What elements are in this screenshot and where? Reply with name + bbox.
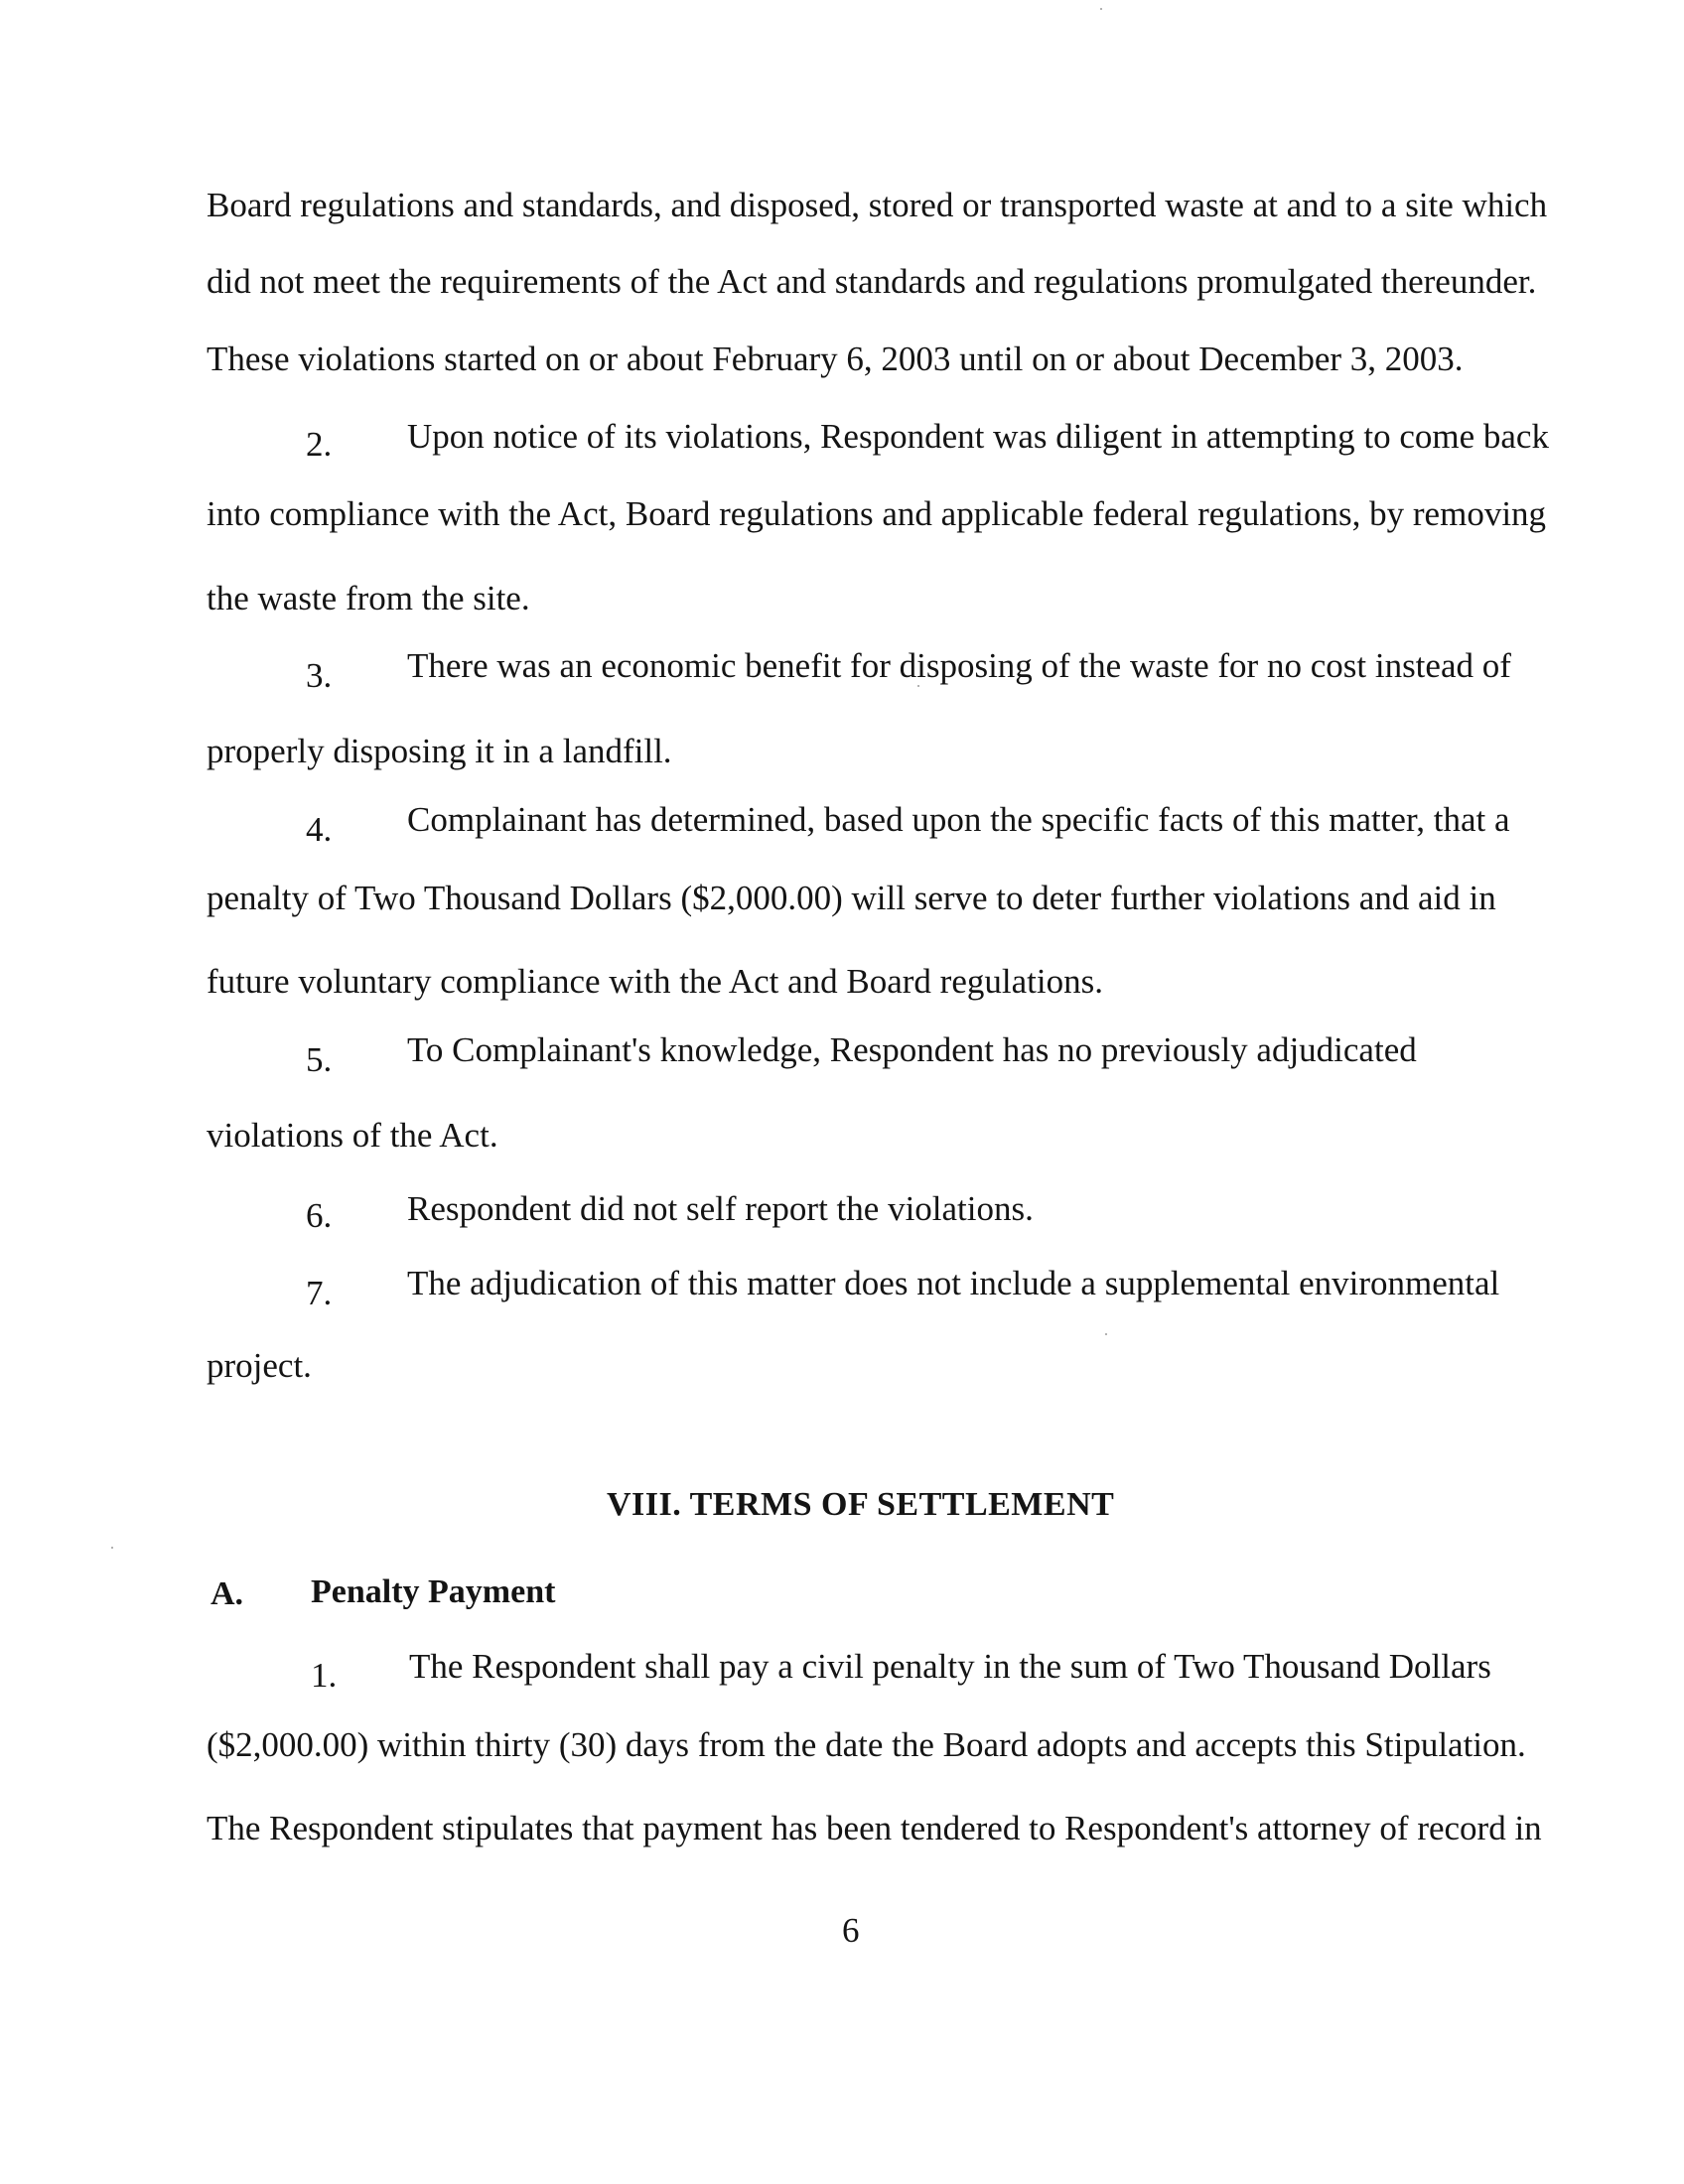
paragraph-line: properly disposing it in a landfill.: [207, 732, 672, 770]
paragraph-number: 3.: [306, 656, 333, 695]
paragraph-number: 1.: [311, 1656, 338, 1695]
paragraph-line: Respondent did not self report the violations.: [407, 1189, 1034, 1228]
paragraph-line: project.: [207, 1346, 312, 1385]
paragraph-number: 4.: [306, 810, 333, 849]
paragraph-number: 2.: [306, 425, 333, 464]
paragraph-line: Board regulations and standards, and disposed, stored or transported waste at and to a site which: [207, 186, 1548, 224]
paragraph-line: the waste from the site.: [207, 579, 530, 617]
subsection-letter: A.: [210, 1575, 244, 1612]
paragraph-line: did not meet the requirements of the Act and standards and regulations promulgated thereunder.: [207, 262, 1537, 301]
scan-speck: [1100, 8, 1102, 10]
scan-speck: [917, 685, 919, 687]
paragraph-line: The Respondent shall pay a civil penalty in the sum of Two Thousand Dollars: [409, 1647, 1491, 1686]
paragraph-number: 7.: [306, 1274, 333, 1312]
scan-speck: [1105, 1333, 1107, 1335]
paragraph-line: future voluntary compliance with the Act and Board regulations.: [207, 962, 1103, 1001]
paragraph-line: penalty of Two Thousand Dollars ($2,000.00) will serve to deter further violations and aid in: [207, 879, 1496, 917]
subsection-title: Penalty Payment: [311, 1573, 556, 1610]
paragraph-line: To Complainant's knowledge, Respondent has no previously adjudicated: [407, 1030, 1417, 1069]
paragraph-line: ($2,000.00) within thirty (30) days from the date the Board adopts and accepts this Stipulation.: [207, 1725, 1526, 1764]
paragraph-line: The Respondent stipulates that payment has been tendered to Respondent's attorney of record in: [207, 1809, 1542, 1847]
paragraph-line: These violations started on or about February 6, 2003 until on or about December 3, 2003.: [207, 340, 1464, 378]
paragraph-line: into compliance with the Act, Board regulations and applicable federal regulations, by removing: [207, 494, 1547, 533]
paragraph-line: Complainant has determined, based upon the specific facts of this matter, that a: [407, 800, 1510, 839]
paragraph-line: The adjudication of this matter does not include a supplemental environmental: [407, 1264, 1500, 1302]
paragraph-number: 5.: [306, 1040, 333, 1079]
scan-speck: [111, 1547, 113, 1549]
page-number: 6: [842, 1911, 860, 1950]
paragraph-number: 6.: [306, 1196, 333, 1235]
paragraph-line: There was an economic benefit for disposing of the waste for no cost instead of: [407, 646, 1511, 685]
paragraph-line: Upon notice of its violations, Respondent was diligent in attempting to come back: [407, 417, 1549, 456]
section-heading: VIII. TERMS OF SETTLEMENT: [607, 1486, 1115, 1523]
paragraph-line: violations of the Act.: [207, 1116, 498, 1155]
